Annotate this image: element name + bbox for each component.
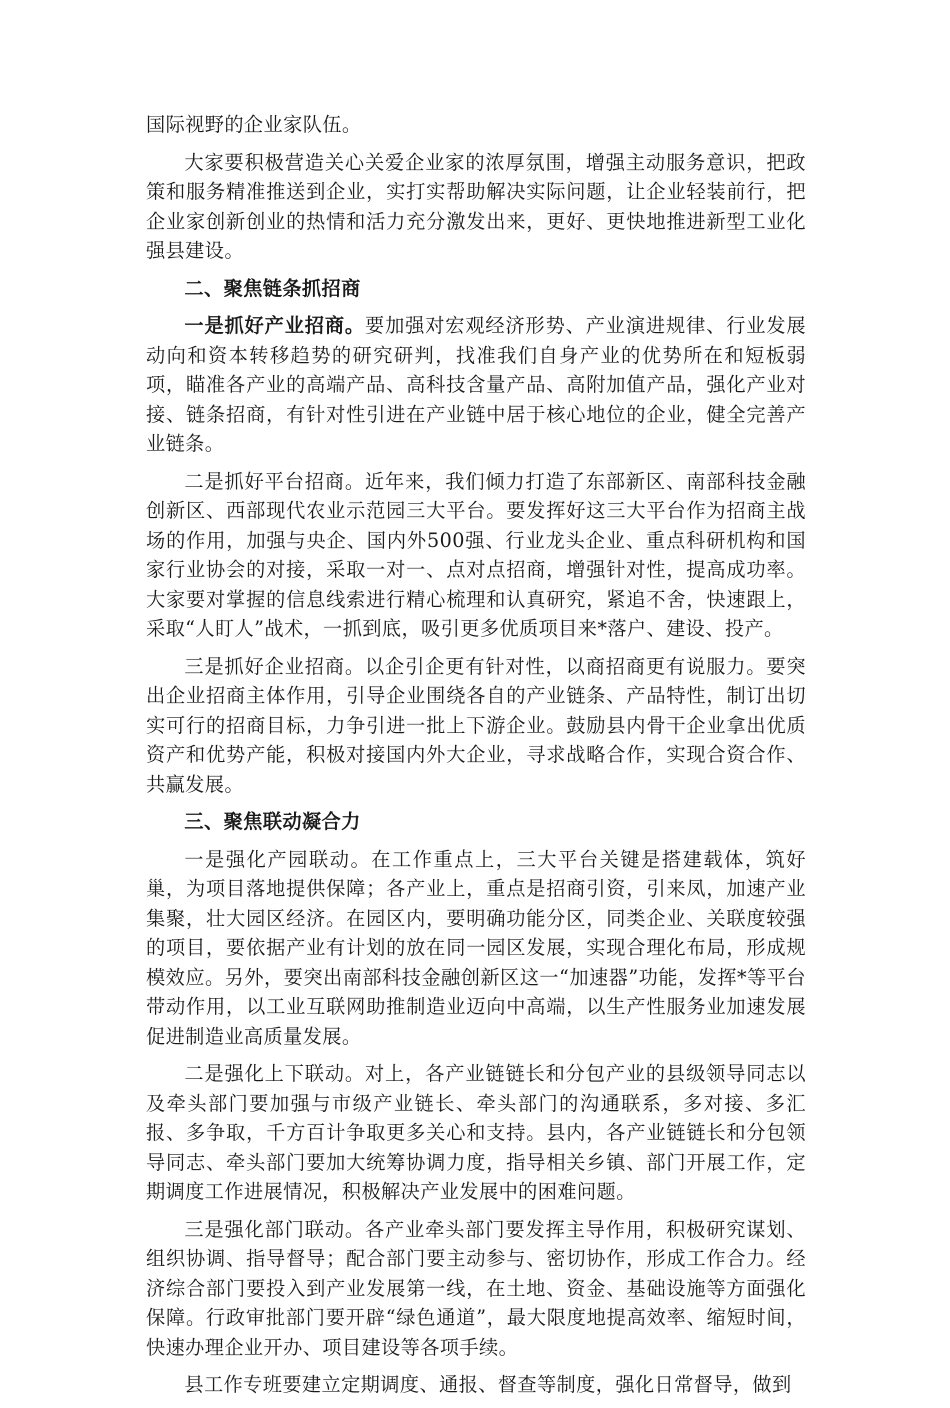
paragraph [146, 467, 806, 644]
paragraph-lead: 一是抓好产业招商。 [184, 314, 365, 337]
paragraph-continuation [146, 110, 806, 140]
paragraph [146, 1059, 806, 1207]
paragraph-text: 要加强对宏观经济形势、产业演进规律、行业发展动向和资本转移趋势的研究研判，找准我们自身产业的优势所在和短板弱项，瞄准各产业的高端产品、高科技含量产品、高附加值产品，强化产业对接、链条招商，有针对性引进在产业链中居于核心地位的企业，健全完善产业链条。 [146, 314, 806, 455]
paragraph-text: 国际视野的企业家队伍。 [146, 113, 362, 136]
paragraph-text: 三是抓好企业招商。以企引企更有针对性，以商招商更有说服力。要突出企业招商主体作用，引导企业围绕各自的产业链条、产品特性，制订出切实可行的招商目标，力争引进一批上下游企业。鼓励县内骨干企业拿出优质资产和优势产能，积极对接国内外大企业，寻求战略合作，实现合资合作、共赢发展。 [146, 654, 806, 796]
paragraph-text: 二是抓好平台招商。近年来，我们倾力打造了东部新区、南部科技金融创新区、西部现代农业示范园三大平台。要发挥好这三大平台作为招商主战场的作用，加强与央企、国内外500强、行业龙头企业、重点科研机构和国家行业协会的对接，采取一对一、点对点招商，增强针对性，提高成功率。大家要对掌握的信息线索进行精心梳理和认真研究，紧追不舍，快速跟上，采取“人盯人”战术，一抓到底，吸引更多优质项目来*落户、建设、投产。 [146, 469, 806, 640]
paragraph [146, 845, 806, 1052]
paragraph [146, 311, 806, 459]
section-heading [146, 807, 806, 837]
paragraph-text: 二是强化上下联动。对上，各产业链链长和分包产业的县级领导同志以及牵头部门要加强与市级产业链长、牵头部门的沟通联系，多对接、多汇报、多争取，千方百计争取更多关心和支持。县内，各产业链链长和分包领导同志、牵头部门要加大统筹协调力度，指导相关乡镇、部门开展工作，定期调度工作进展情况，积极解决产业发展中的困难问题。 [146, 1062, 806, 1203]
paragraph-text: 一是强化产园联动。在工作重点上，三大平台关键是搭建载体，筑好巢，为项目落地提供保障；各产业上，重点是招商引资，引来凤，加速产业集聚，壮大园区经济。在园区内，要明确功能分区，同类企业、关联度较强的项目，要依据产业有计划的放在同一园区发展，实现合理化布局，形成规模效应。另外，要突出南部科技金融创新区这一“加速器”功能，发挥*等平台带动作用，以工业互联网助推制造业迈向中高端，以生产性服务业加速发展促进制造业高质量发展。 [146, 847, 806, 1048]
paragraph [146, 148, 806, 266]
paragraph [146, 1370, 806, 1400]
section-heading [146, 274, 806, 304]
section-heading-text: 三、聚焦联动凝合力 [184, 810, 361, 833]
paragraph [146, 1215, 806, 1363]
paragraph [146, 652, 806, 800]
paragraph-text: 大家要积极营造关心关爱企业家的浓厚氛围，增强主动服务意识，把政策和服务精准推送到企业，实打实帮助解决实际问题，让企业轻装前行，把企业家创新创业的热情和活力充分激发出来，更好、更快地推进新型工业化强县建设。 [146, 150, 806, 262]
paragraph-text: 县工作专班要建立定期调度、通报、督查等制度，强化日常督导，做到 [184, 1373, 792, 1396]
paragraph-text: 三是强化部门联动。各产业牵头部门要发挥主导作用，积极研究谋划、组织协调、指导督导；配合部门要主动参与、密切协作，形成工作合力。经济综合部门要投入到产业发展第一线，在土地、资金、基础设施等方面强化保障。行政审批部门要开辟“绿色通道”，最大限度地提高效率、缩短时间，快速办理企业开办、项目建设等各项手续。 [146, 1217, 806, 1359]
document-body [146, 110, 806, 1408]
section-heading-text: 二、聚焦链条抓招商 [184, 276, 361, 300]
